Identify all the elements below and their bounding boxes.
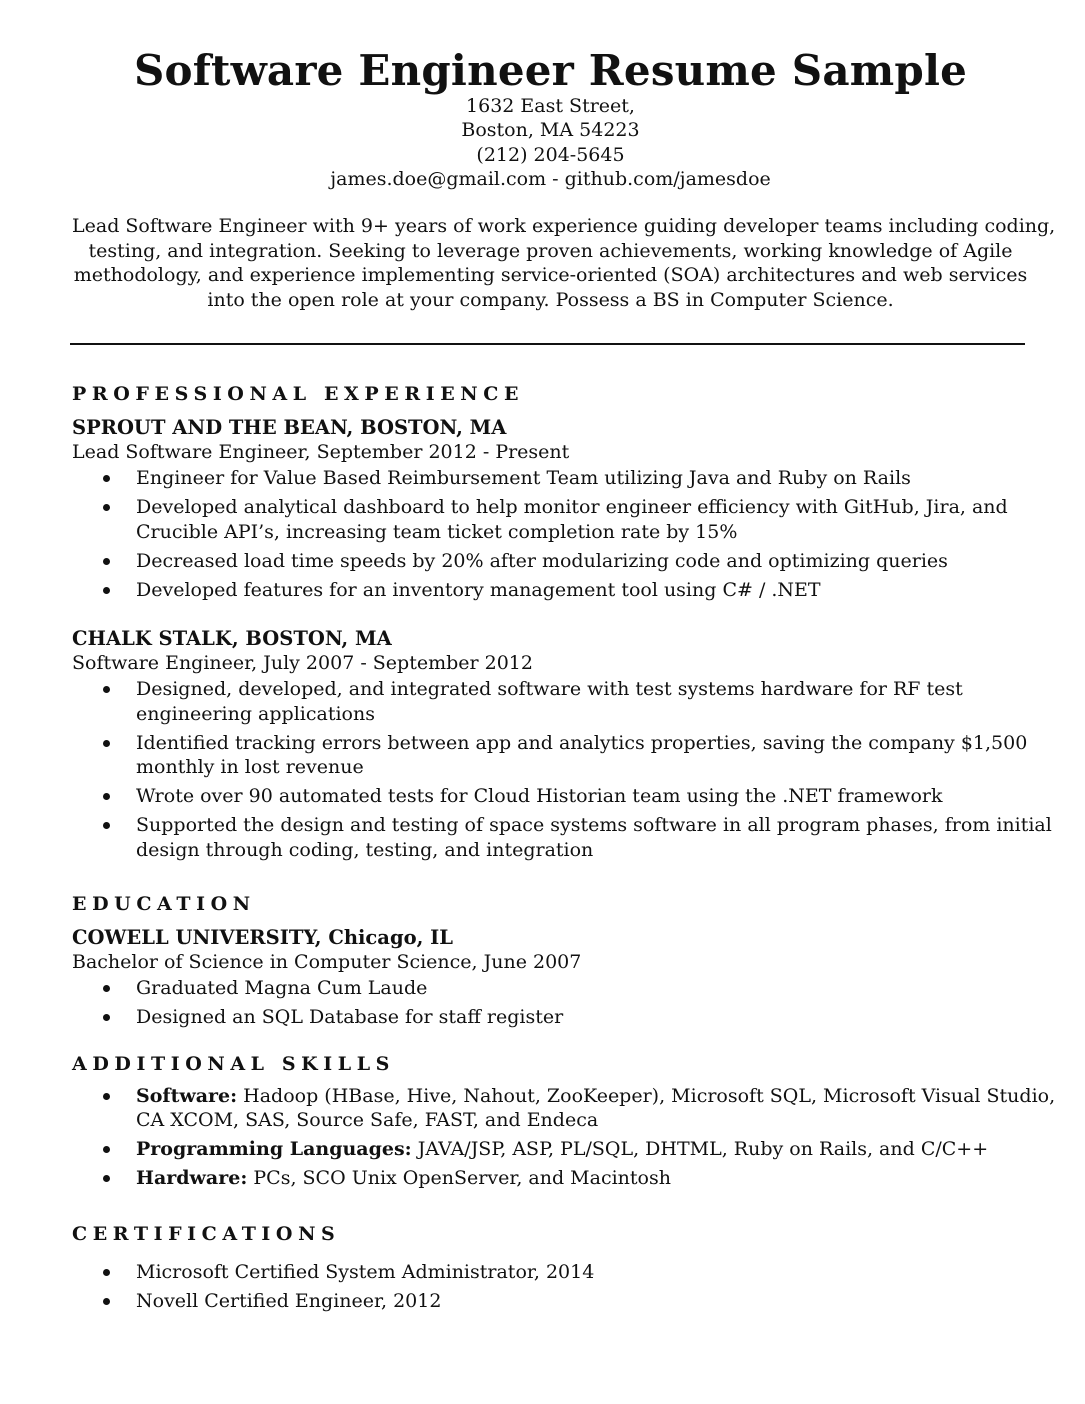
bullet-icon: [103, 558, 110, 565]
list-item: [72, 1005, 1029, 1030]
bullet-text: Designed, developed, and integrated software with test systems hardware for RF test: [136, 678, 963, 701]
bullet-text: Novell Certified Engineer, 2012: [136, 1289, 442, 1312]
summary-paragraph: [72, 214, 1056, 312]
contact-city: Boston, MA 54223: [461, 119, 640, 142]
bullet-text: Graduated Magna Cum Laude: [136, 977, 428, 1000]
summary-line: methodology, and experience implementing service-oriented (SOA) architectures and web services: [73, 264, 1028, 287]
bullet-text: Crucible API’s, increasing team ticket completion rate by 15%: [136, 520, 738, 543]
bullet-text: Developed features for an inventory management tool using C# / .NET: [136, 578, 821, 601]
bullet-icon: [103, 504, 110, 511]
bullet-text: [136, 1084, 1056, 1109]
list-item: [72, 813, 1052, 862]
list-item: [72, 578, 1029, 603]
certification-bullets: [72, 1260, 1029, 1314]
list-item: [72, 495, 1029, 544]
bullet-icon: [103, 1175, 110, 1182]
skills-section: [72, 1052, 1056, 1191]
bullet-text: design through coding, testing, and integration: [136, 838, 594, 861]
section-divider: [70, 343, 1025, 345]
list-item: [72, 549, 1029, 574]
job-bullets: [72, 677, 1052, 862]
list-item: [72, 1260, 1029, 1285]
summary-line: testing, and integration. Seeking to leverage proven achievements, working knowledge of Agile: [88, 239, 1013, 262]
bullet-text: [136, 1137, 1029, 1162]
bullet-text: engineering applications: [136, 702, 375, 725]
list-item: [72, 677, 1029, 726]
contact-block: [72, 94, 1029, 191]
bullet-icon: [103, 793, 110, 800]
list-item: [72, 784, 1029, 809]
summary-line: Lead Software Engineer with 9+ years of work experience guiding developer teams including coding,: [72, 215, 1056, 238]
job-role: Lead Software Engineer, September 2012 - Present: [72, 441, 570, 464]
skill-label: Software:: [136, 1084, 238, 1107]
experience-section: [72, 382, 1052, 862]
bullet-text: CA XCOM, SAS, Source Safe, FAST, and Endeca: [136, 1109, 599, 1132]
list-item: [72, 466, 1029, 491]
bullet-text: Microsoft Certified System Administrator, 2014: [136, 1260, 595, 1283]
list-item: [72, 1084, 1056, 1133]
section-heading-education: EDUCATION: [72, 893, 256, 916]
bullet-icon: [103, 1298, 110, 1305]
list-item: [72, 1166, 1029, 1191]
resume-title: Software Engineer Resume Sample: [133, 46, 968, 95]
job-bullets: [72, 466, 1029, 602]
skill-value: Hadoop (HBase, Hive, Nahout, ZooKeeper), Microsoft SQL, Microsoft Visual Studio,: [237, 1084, 1056, 1107]
skill-label: Programming Languages:: [136, 1138, 412, 1161]
contact-street: 1632 East Street,: [466, 95, 635, 117]
education-section: [72, 892, 1029, 1030]
job-entry: [72, 416, 1029, 602]
bullet-icon: [103, 1269, 110, 1276]
bullet-text: [136, 1166, 1029, 1191]
summary-line: into the open role at your company. Possess a BS in Computer Science.: [207, 288, 894, 311]
bullet-text: Wrote over 90 automated tests for Cloud Historian team using the .NET framework: [136, 785, 943, 808]
job-entry: [72, 627, 1052, 862]
bullet-icon: [103, 822, 110, 829]
list-item: [72, 731, 1029, 780]
bullet-text: Engineer for Value Based Reimbursement Team utilizing Java and Ruby on Rails: [136, 467, 911, 490]
employer-name: CHALK STALK, BOSTON, MA: [72, 627, 392, 651]
bullet-text: monthly in lost revenue: [136, 756, 364, 779]
degree: Bachelor of Science in Computer Science, June 2007: [72, 951, 582, 974]
bullet-text: Decreased load time speeds by 20% after modularizing code and optimizing queries: [136, 549, 948, 572]
certifications-section: [72, 1222, 1029, 1314]
school-name: COWELL UNIVERSITY, Chicago, IL: [72, 926, 453, 950]
bullet-icon: [103, 740, 110, 747]
education-bullets: [72, 976, 1029, 1030]
job-role: Software Engineer, July 2007 - September 2012: [72, 652, 533, 675]
contact-phone: (212) 204-5645: [476, 143, 625, 166]
bullet-icon: [103, 1146, 110, 1153]
bullet-icon: [103, 1014, 110, 1021]
contact-links: james.doe@gmail.com - github.com/jamesdoe: [330, 167, 771, 190]
bullet-text: Designed an SQL Database for staff register: [136, 1006, 564, 1029]
section-heading-certifications: CERTIFICATIONS: [72, 1222, 341, 1245]
skills-bullets: [72, 1084, 1056, 1191]
bullet-icon: [103, 587, 110, 594]
list-item: [72, 1289, 1029, 1314]
skill-value: PCs, SCO Unix OpenServer, and Macintosh: [247, 1167, 671, 1190]
bullet-icon: [103, 1093, 110, 1100]
list-item: [72, 1137, 1029, 1162]
employer-name: SPROUT AND THE BEAN, BOSTON, MA: [72, 416, 507, 440]
skill-value: JAVA/JSP, ASP, PL/SQL, DHTML, Ruby on Rails, and C/C++: [411, 1138, 989, 1161]
bullet-icon: [103, 475, 110, 482]
section-heading-experience: PROFESSIONAL EXPERIENCE: [72, 383, 525, 406]
bullet-icon: [103, 686, 110, 693]
bullet-text: Identified tracking errors between app and analytics properties, saving the company $1,500: [136, 731, 1028, 754]
list-item: [72, 976, 1029, 1001]
bullet-text: Supported the design and testing of space systems software in all program phases, from initial: [136, 814, 1052, 837]
section-heading-skills: ADDITIONAL SKILLS: [72, 1052, 396, 1075]
bullet-icon: [103, 985, 110, 992]
skill-label: Hardware:: [136, 1167, 248, 1190]
bullet-text: Developed analytical dashboard to help monitor engineer efficiency with GitHub, Jira, and: [136, 496, 1008, 519]
